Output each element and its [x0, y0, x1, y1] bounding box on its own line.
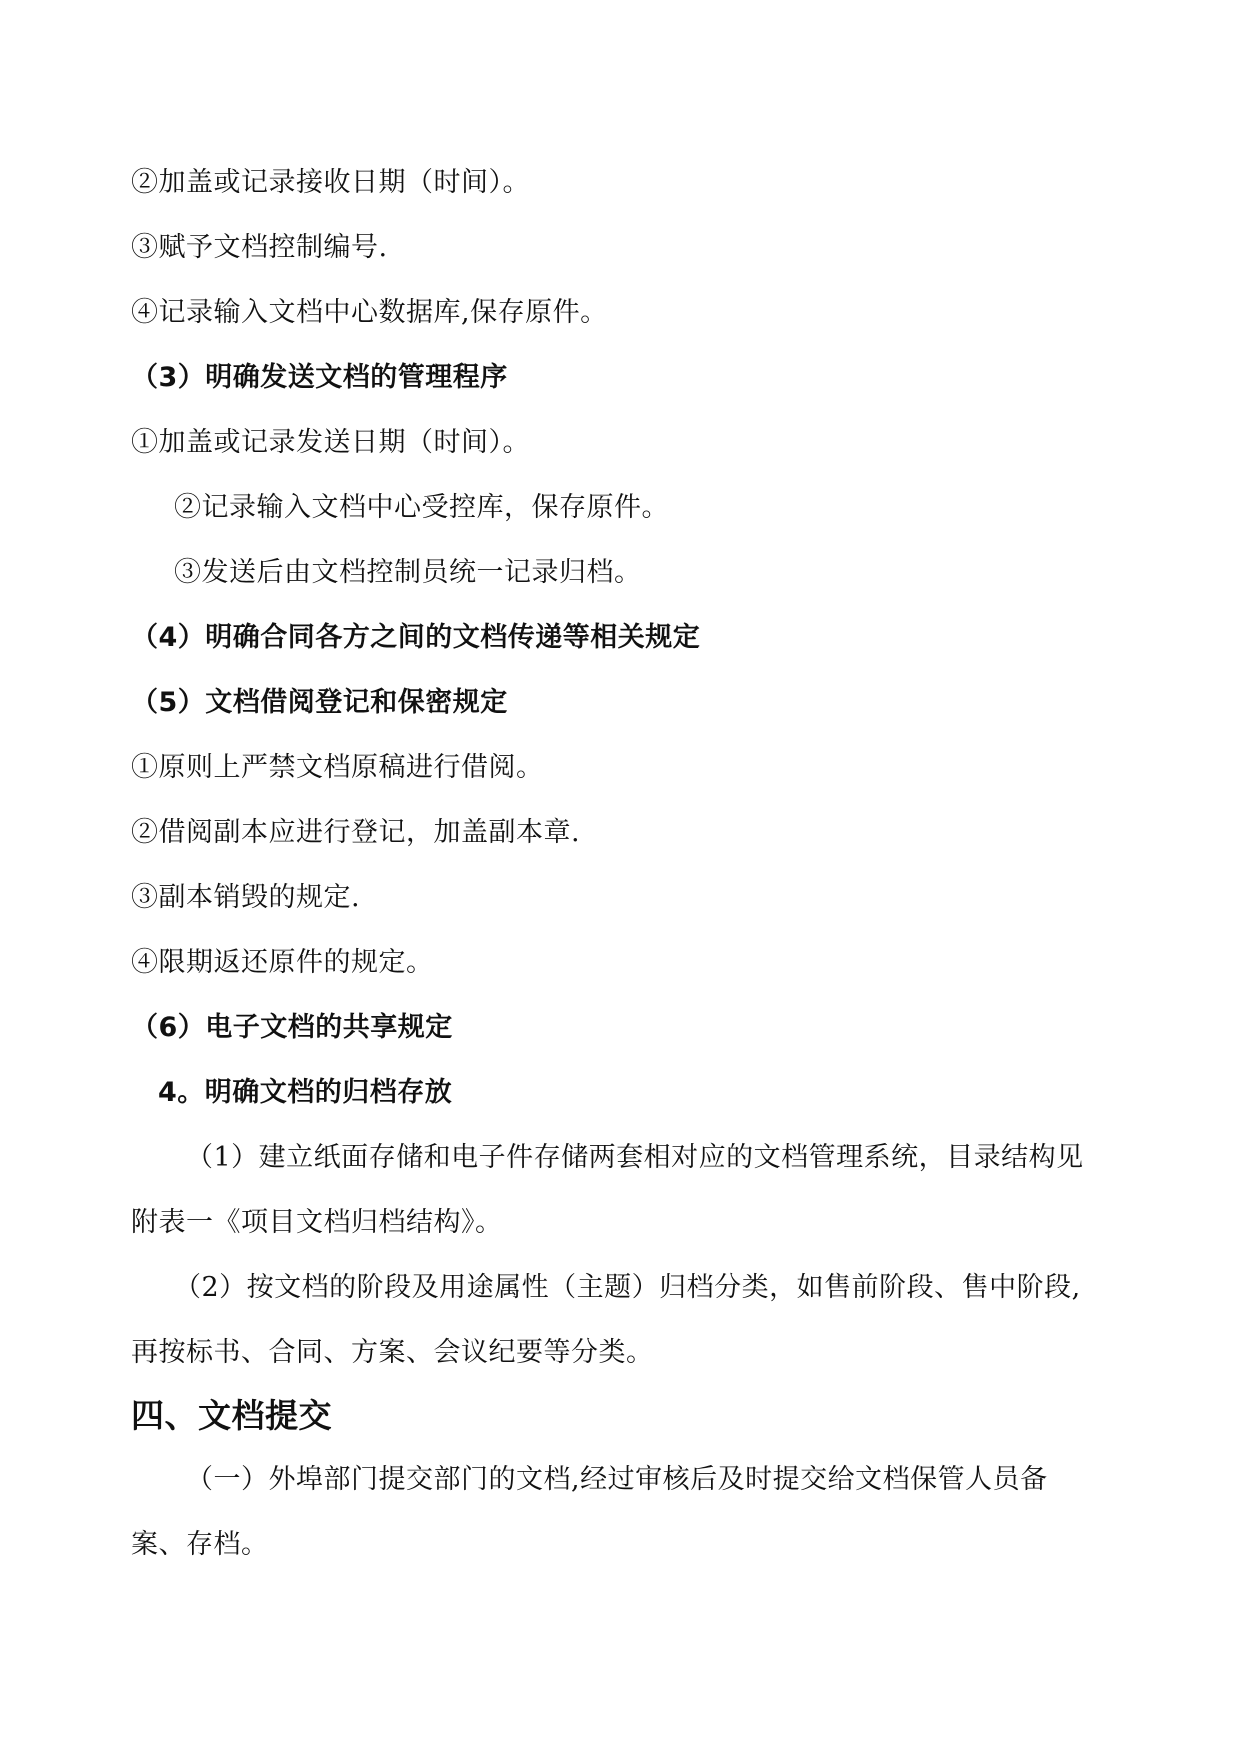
section-heading: （4）明确合同各方之间的文档传递等相关规定: [131, 622, 701, 653]
paragraph-line: （一）外埠部门提交部门的文档,经过审核后及时提交给文档保管人员备: [186, 1464, 1048, 1495]
text-line: ③发送后由文档控制员统一记录归档。: [174, 557, 642, 588]
paragraph-line: 再按标书、合同、方案、会议纪要等分类。: [131, 1337, 654, 1368]
text-line: ④记录输入文档中心数据库,保存原件。: [131, 297, 608, 328]
text-line: ②加盖或记录接收日期（时间）。: [131, 167, 530, 198]
text-line: ③赋予文档控制编号.: [131, 232, 388, 263]
paragraph-line: （2）按文档的阶段及用途属性（主题）归档分类，如售前阶段、售中阶段,: [174, 1272, 1081, 1303]
paragraph-line: 案、存档。: [131, 1529, 269, 1560]
paragraph-line: （1）建立纸面存储和电子件存储两套相对应的文档管理系统，目录结构见: [186, 1142, 1084, 1173]
section-heading: （6）电子文档的共享规定: [131, 1012, 453, 1043]
text-line: ②借阅副本应进行登记，加盖副本章.: [131, 817, 581, 848]
text-line: ④限期返还原件的规定。: [131, 947, 434, 978]
text-line: ①加盖或记录发送日期（时间）。: [131, 427, 530, 458]
text-line: ①原则上严禁文档原稿进行借阅。: [131, 752, 544, 783]
section-heading: （3）明确发送文档的管理程序: [131, 362, 508, 393]
section-heading: （5）文档借阅登记和保密规定: [131, 687, 508, 718]
paragraph-line: 附表一《项目文档归档结构》。: [131, 1207, 503, 1238]
section-heading: 4。明确文档的归档存放: [158, 1077, 453, 1108]
chapter-heading: 四、文档提交: [131, 1396, 332, 1435]
text-line: ③副本销毁的规定.: [131, 882, 361, 913]
text-line: ②记录输入文档中心受控库，保存原件。: [174, 492, 669, 523]
